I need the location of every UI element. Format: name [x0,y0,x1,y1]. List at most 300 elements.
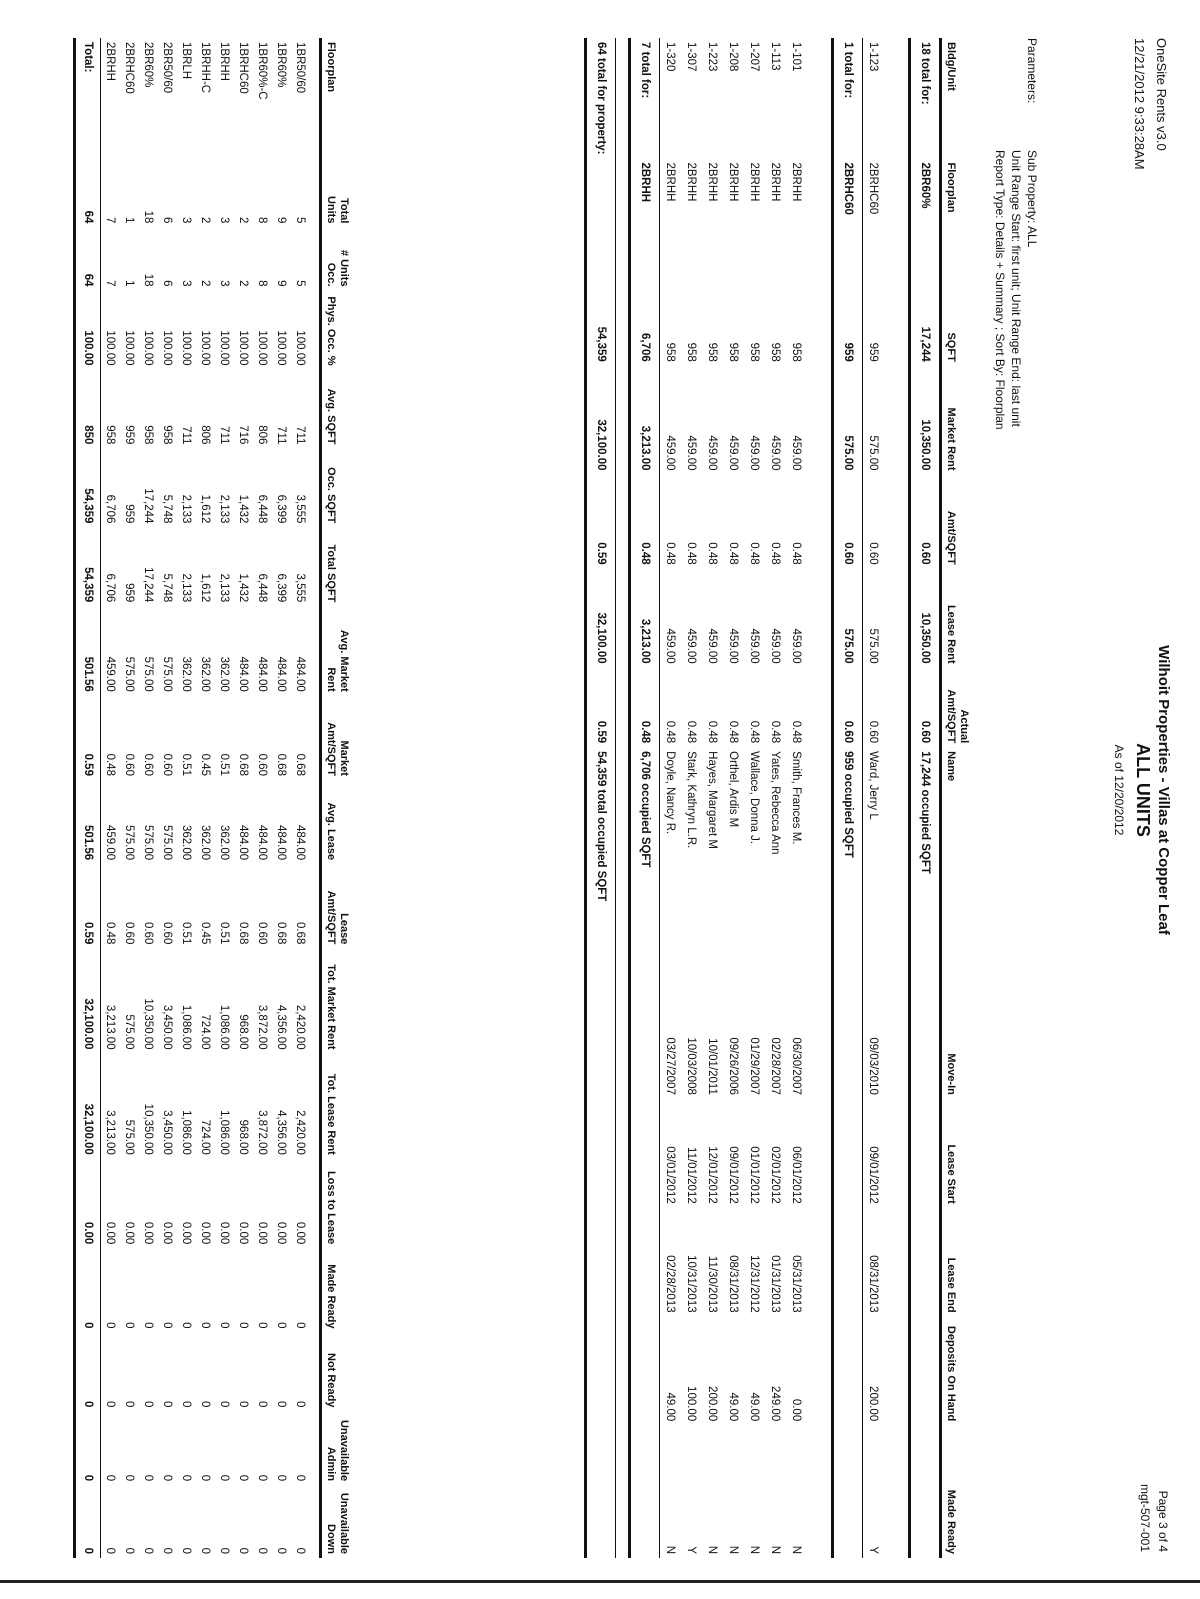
print-datetime: 12/21/2012 9:33:28AM [1132,38,1147,170]
table-cell: N [790,1545,803,1554]
table-cell: 0.51 [180,921,193,945]
table-cell: 958 [685,342,698,362]
spacer-row [807,38,819,1558]
table-cell: 711 [180,426,193,445]
table-cell: 7 [104,217,117,224]
table-cell: 54,359 total occupied SQFT [586,747,616,975]
sum-col: Lease Amt/SQFT [321,864,353,948]
table-cell: 0.60 [867,720,880,744]
table-cell: 0.60 [910,668,941,748]
table-cell: 1-208 [727,42,740,72]
table-cell: 959 [123,425,136,445]
table-cell: 02/28/2007 [769,1037,782,1095]
table-cell: 0.48 [104,921,117,945]
table-cell: 1-207 [748,42,761,72]
table-cell: 2BRHC60 [833,158,863,281]
table-cell: 3,450.00 [161,1004,174,1050]
table-cell: 0.48 [748,720,761,744]
table-cell: 09/03/2010 [867,1037,880,1095]
col-move-in: Move-In [941,975,973,1099]
table-cell: 1,086.00 [218,1004,231,1050]
table-cell: 10,350.00 [142,998,155,1050]
parameter-line: Unit Range Start: first unit; Unit Range End: last unit [1009,150,1023,427]
report-title-block [1112,10,1172,1570]
table-cell: 2 [237,217,250,224]
table-cell: 3 [180,217,193,224]
table-cell [630,1317,660,1426]
summary-body [75,38,321,1558]
table-cell: 8 [256,217,269,224]
table-cell: 02/01/2012 [769,1146,782,1204]
table-cell: Total: [75,38,101,164]
table-cell [586,158,616,281]
table-cell: 200.00 [706,1386,719,1422]
table-row [234,38,253,1558]
table-cell [910,1317,941,1426]
report-title: ALL UNITS [1133,743,1153,837]
table-cell: 3,213.00 [630,366,660,475]
table-cell: 2,133 [180,573,193,603]
table-cell: 959 [123,583,136,603]
table-cell: 711 [275,426,288,445]
table-cell: 958 [161,425,174,445]
table-cell: 0.48 [630,668,660,748]
table-cell: N [748,1545,761,1554]
table-cell: 0 [275,1474,288,1482]
table-cell: 0 [256,1401,269,1408]
table-cell: 0 [180,1401,193,1408]
table-cell: 484.00 [294,656,307,692]
parameter-line: Report Type: Details + Summary ; Sort By: Floorplan [993,150,1007,430]
table-cell: 0 [123,1401,136,1408]
table-cell: 9 [275,280,288,287]
table-cell: 0 [142,1547,155,1554]
table-cell: Yates, Rebecca Ann [769,751,782,855]
table-cell: 1 [123,217,136,224]
table-cell: 2BRHC60 [123,42,136,94]
sum-col: Floorplan [321,38,353,164]
table-cell: 0.60 [142,753,155,776]
table-cell: 0.68 [237,753,250,776]
sum-col: Total Units [321,164,353,227]
table-cell: 0.68 [294,753,307,776]
sum-col: # Units Occ. [321,227,353,290]
table-row [215,38,234,1558]
table-cell: 2,133 [218,494,231,524]
table-cell: 3,213.00 [104,1004,117,1050]
table-cell: 0.60 [142,921,155,945]
table-cell: 0 [256,1547,269,1554]
table-cell: 0.00 [75,1159,101,1248]
table-cell: 06/01/2012 [790,1146,803,1204]
report-code: mgt-507-001 [1138,1483,1152,1552]
table-cell: 0.60 [867,542,880,565]
col-actual-amt-sqft: Actual Amt/SQFT [941,668,973,748]
col-bldg-unit: Bldg/Unit [941,38,973,158]
table-cell: 32,100.00 [75,1054,101,1159]
table-cell: 09/26/2006 [727,1037,740,1095]
table-cell: Wallace, Donna J. [748,751,761,845]
table-cell: 711 [218,426,231,445]
table-cell: 17,244 [910,282,941,366]
table-cell: 459.00 [685,435,698,471]
table-cell: 0 [104,1401,117,1408]
table-cell: 0 [142,1474,155,1482]
total-row [75,38,101,1558]
table-cell: 3 [218,217,231,224]
table-cell: 0 [256,1322,269,1329]
table-cell: 4,356.00 [275,1110,288,1155]
parameter-line: Sub Property: ALL [1025,150,1039,248]
table-cell: 484.00 [294,824,307,861]
table-cell: 3,555 [294,494,307,524]
table-cell: 0.48 [685,542,698,565]
table-cell: 1,432 [237,573,250,603]
table-cell: 0.68 [275,921,288,945]
table-row [786,38,807,1558]
table-cell: 0.00 [218,1221,231,1245]
table-cell: 0 [199,1547,212,1554]
table-cell: 49.00 [748,1392,761,1422]
spacer-row [819,38,833,1558]
table-cell [586,1317,616,1426]
table-cell: 0 [180,1322,193,1329]
table-cell: 0 [199,1401,212,1408]
table-cell: 10/31/2013 [685,1255,698,1313]
table-cell: 2BRHH [664,162,677,202]
table-cell: 575.00 [123,824,136,861]
table-cell: 0 [218,1322,231,1329]
table-cell: 1-320 [664,42,677,72]
table-cell: 968.00 [237,1119,250,1155]
table-cell: 0.48 [706,542,719,565]
table-cell: 958 [727,342,740,362]
table-cell [833,1099,863,1208]
table-cell: 49.00 [664,1392,677,1422]
table-cell: 2BR60% [142,42,155,88]
total-row [910,38,941,1558]
table-cell: 7 total for: [630,38,660,158]
table-cell [586,975,616,1099]
col-floorplan: Floorplan [941,158,973,281]
table-cell: 0.00 [161,1221,174,1245]
col-market-rent: Market Rent [941,366,973,475]
table-cell: 0.45 [199,753,212,776]
table-cell: 0.60 [833,475,863,569]
table-cell: 0 [75,1485,101,1558]
table-cell: 2,133 [218,573,231,603]
table-cell: 575.00 [161,824,174,861]
table-cell: 02/28/2013 [664,1255,677,1313]
table-cell: 0.68 [294,921,307,945]
col-lease-start: Lease Start [941,1099,973,1208]
company-title: Wilhoit Properties - Villas at Copper Leaf [1155,645,1172,935]
page-bottom-edge [0,1580,1200,1599]
table-cell: 6,706 [104,494,117,524]
table-cell: 575.00 [142,824,155,861]
table-cell: 0 [75,1411,101,1485]
table-cell: 0 [161,1401,174,1408]
table-row [291,38,321,1558]
table-cell: 484.00 [237,656,250,692]
table-cell: 1,086.00 [180,1004,193,1050]
table-cell: 2 [199,280,212,287]
table-cell: 362.00 [199,824,212,861]
table-row [253,38,272,1558]
table-cell: 1-123 [867,42,880,72]
table-cell: 0.00 [104,1221,117,1245]
table-cell: 459.00 [727,435,740,471]
table-cell: 03/27/2007 [664,1037,677,1095]
table-cell: 711 [294,426,307,445]
table-cell: 2BRHH [706,162,719,202]
col-lease-rent: Lease Rent [941,569,973,668]
table-cell: 0 [218,1474,231,1482]
table-cell [586,1208,616,1317]
table-cell: 18 [142,210,155,224]
table-cell: 484.00 [256,824,269,861]
table-cell: 724.00 [199,1014,212,1050]
table-cell: 959 [833,282,863,366]
table-cell: 08/31/2013 [727,1255,740,1313]
table-cell: 484.00 [237,824,250,861]
table-cell: 362.00 [180,656,193,692]
table-cell: 0.48 [727,542,740,565]
table-cell: 575.00 [123,1014,136,1050]
table-cell: Y [867,1546,880,1554]
table-cell: 10/03/2008 [685,1037,698,1095]
table-cell: 806 [199,425,212,445]
table-cell: 0.00 [123,1221,136,1245]
table-cell: 968.00 [237,1014,250,1050]
sum-col: Total SQFT [321,527,353,606]
spacer-row [896,38,910,1558]
table-cell: 2,133 [180,494,193,524]
sum-col: Unavailable Down [321,1485,353,1558]
table-cell: 2BRHH [769,162,782,202]
table-cell: 0 [142,1322,155,1329]
table-cell: 958 [769,342,782,362]
table-cell: 5 [294,280,307,287]
table-row [863,38,885,1558]
table-cell: 0 [104,1474,117,1482]
table-cell: 10,350.00 [142,1103,155,1155]
table-cell: 6,448 [256,573,269,603]
table-cell: 0.59 [75,696,101,780]
table-cell: 0.60 [256,753,269,776]
table-cell: 0.00 [294,1221,307,1245]
table-cell: 459.00 [790,628,803,664]
table-cell: 459.00 [769,435,782,471]
table-cell: 01/29/2007 [748,1037,761,1095]
table-cell: 100.00 [142,330,155,366]
table-cell [586,1425,616,1558]
table-cell: 1,086.00 [218,1110,231,1155]
table-cell: 0.59 [75,864,101,948]
table-cell: 0 [294,1322,307,1329]
table-cell: Y [685,1546,698,1554]
table-cell: 575.00 [123,1119,136,1155]
table-cell: 501.56 [75,780,101,864]
sum-col: Loss to Lease [321,1159,353,1248]
spacer-cell [819,38,833,1558]
table-cell: Doyle, Nancy R. [664,751,677,835]
table-cell: 100.00 [199,330,212,366]
table-cell: 6 [161,280,174,287]
table-cell: 17,244 [142,567,155,603]
table-cell [910,1099,941,1208]
table-cell: 100.00 [685,1386,698,1422]
table-cell: 459.00 [748,628,761,664]
table-cell: 11/30/2013 [706,1255,719,1313]
table-cell: 0 [161,1547,174,1554]
table-cell: 100.00 [161,330,174,366]
table-cell: 5,748 [161,494,174,524]
table-cell: 1 [123,280,136,287]
table-cell: 0.48 [748,542,761,565]
table-cell: 10,350.00 [910,366,941,475]
table-cell: 575.00 [161,656,174,692]
floorplan-summary-table [73,38,352,1558]
table-cell: N [706,1545,719,1554]
table-cell: 0.60 [161,753,174,776]
table-cell: 249.00 [769,1386,782,1422]
table-cell: 0.48 [727,720,740,744]
table-cell: 11/01/2012 [685,1147,698,1204]
table-cell: 0 [294,1474,307,1482]
table-cell [630,1099,660,1208]
table-cell: 459.00 [748,435,761,471]
table-cell: 459.00 [664,628,677,664]
table-cell [833,1425,863,1558]
table-cell: 0.68 [237,921,250,945]
table-cell [586,1099,616,1208]
table-cell: 0 [161,1474,174,1482]
spacer-cell [616,38,630,1558]
table-cell: 0 [180,1474,193,1482]
col-deposits: Deposits On Hand [941,1317,973,1426]
table-cell: N [769,1545,782,1554]
table-cell: Stark, Kathryn L.R. [685,751,698,849]
table-cell: 2BRHC60 [867,162,880,215]
table-cell: 6,399 [275,494,288,524]
table-cell: 1,612 [199,494,212,524]
table-cell: 0 [237,1401,250,1408]
table-cell: 0 [123,1474,136,1482]
col-sqft: SQFT [941,282,973,366]
table-cell: 9 [275,217,288,224]
table-cell: Ward, Jerry L [867,751,880,820]
table-cell: 1BR60% [275,42,288,88]
table-cell: 5,748 [161,573,174,603]
sum-col: Avg. Market Rent [321,606,353,695]
table-cell: 0.59 [586,668,616,748]
table-cell: 575.00 [123,656,136,692]
spacer-row [616,38,630,1558]
table-cell: 0.60 [256,921,269,945]
table-row [660,38,682,1558]
table-cell: 459.00 [706,628,719,664]
table-cell: 6,706 occupied SQFT [630,747,660,975]
sum-col: Not Ready [321,1332,353,1411]
table-cell: 10,350.00 [910,569,941,668]
table-cell: 1BR50/60 [294,42,307,94]
table-cell: 0 [199,1474,212,1482]
table-cell: 01/31/2013 [769,1255,782,1313]
page-number: Page 3 of 4 [1156,1490,1170,1552]
table-cell: 484.00 [275,824,288,861]
table-cell: 806 [256,425,269,445]
table-cell: 0.00 [790,1398,803,1422]
table-cell: 459.00 [727,628,740,664]
table-cell: 64 [75,164,101,227]
table-cell: 0 [75,1332,101,1411]
table-cell: 32,100.00 [75,948,101,1053]
table-cell: 2BRHH [748,162,761,202]
table-cell: 2BR50/60 [161,42,174,94]
table-row [744,38,765,1558]
table-cell: 1BRHH [218,42,231,81]
table-cell: 6,706 [104,573,117,603]
table-cell: 3,872.00 [256,1110,269,1155]
table-cell: 2BRHH [104,42,117,81]
table-cell: 6 [161,217,174,224]
total-row [833,38,863,1558]
col-lease-end: Lease End [941,1208,973,1317]
table-cell: 0 [104,1322,117,1329]
table-cell: 362.00 [199,656,212,692]
table-cell: 1-113 [769,42,782,71]
table-cell: 3,450.00 [161,1110,174,1155]
table-cell: 0 [218,1547,231,1554]
table-cell: 958 [142,425,155,445]
table-cell: 6,706 [630,282,660,366]
table-cell: 49.00 [727,1392,740,1422]
table-cell: 5 [294,217,307,224]
table-cell: 1,432 [237,494,250,524]
table-cell: 0.00 [142,1221,155,1245]
table-cell: 0.00 [199,1221,212,1245]
table-cell: 8 [256,280,269,287]
sum-col: Avg. SQFT [321,370,353,449]
table-cell: 362.00 [218,824,231,861]
table-cell: 2BRHH [685,162,698,202]
table-cell: 459.00 [104,656,117,692]
unit-detail-table [584,38,972,1558]
table-cell: 100.00 [104,330,117,366]
total-row [630,38,660,1558]
detail-body [586,38,941,1558]
table-cell: 0 [275,1401,288,1408]
table-cell: 1 total for: [833,38,863,158]
table-cell: 575.00 [833,569,863,668]
parameters-lines [992,150,1040,850]
table-cell: N [727,1545,740,1554]
table-cell: 2BRHH [630,158,660,281]
table-cell: 484.00 [275,656,288,692]
table-cell: 100.00 [256,330,269,366]
table-cell: 12/31/2012 [748,1255,761,1313]
table-cell: 0.45 [199,921,212,945]
table-cell: 0.48 [769,542,782,565]
sum-col: Phys. Occ. % [321,291,353,370]
table-cell: 0.51 [218,921,231,945]
table-row [101,38,121,1558]
table-cell: 959 [123,504,136,524]
spacer-cell [896,38,910,1558]
sum-col: Market Amt/SQFT [321,696,353,780]
table-cell: 724.00 [199,1119,212,1155]
